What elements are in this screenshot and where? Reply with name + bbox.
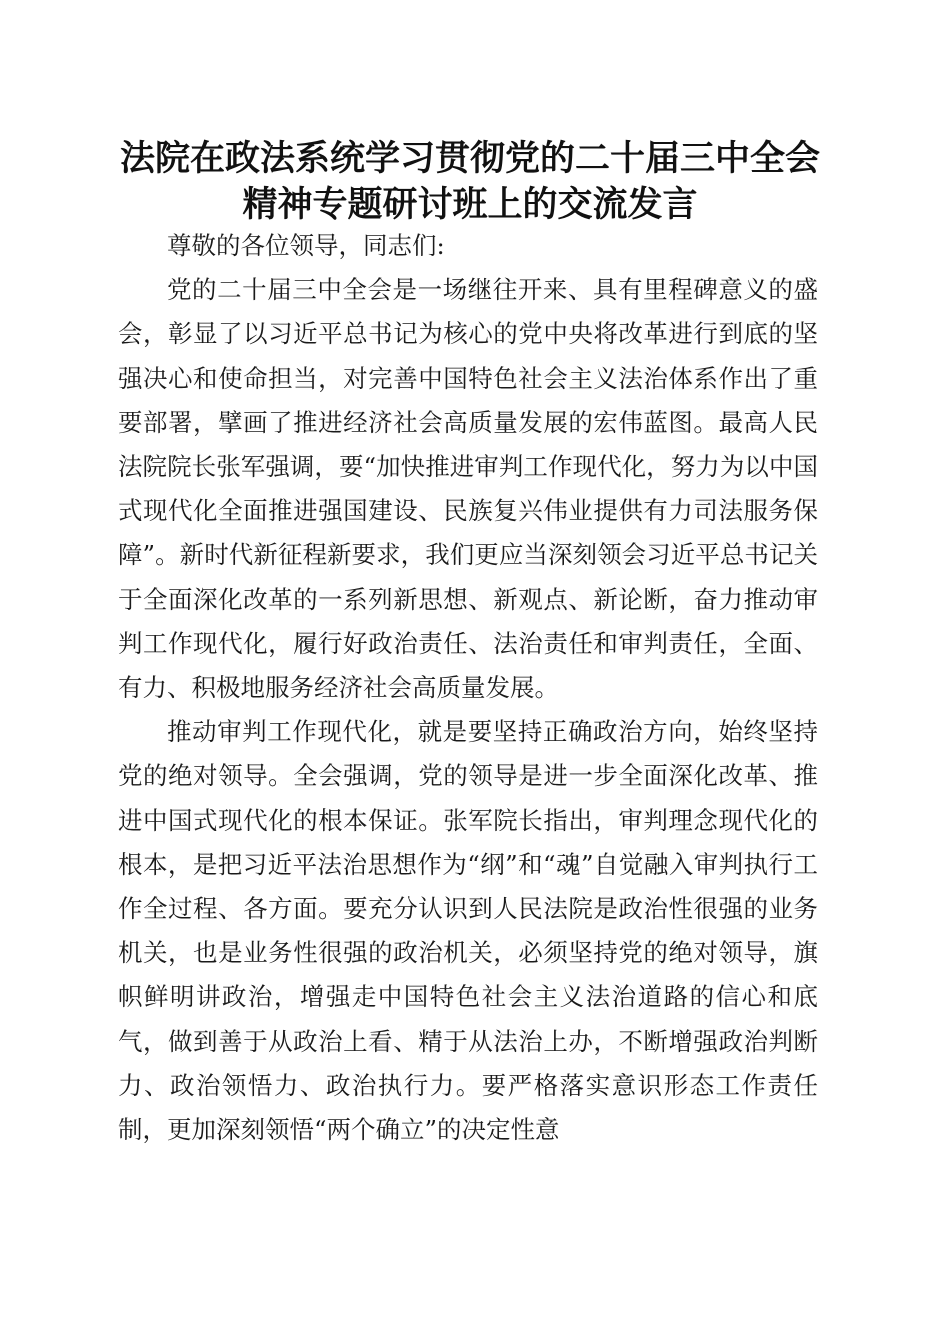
paragraph-1: 党的二十届三中全会是一场继往开来、具有里程碑意义的盛会，彰显了以习近平总书记为核心的党中央将改革进行到底的坚强决心和使命担当，对完善中国特色社会主义法治体系作出了重要部署，擘画了推进经济社会高质量发展的宏伟蓝图。最高人民法院院长张军强调，要“加快推进审判工作现代化，努力为以中国式现代化全面推进强国建设、民族复兴伟业提供有力司法服务保障”。新时代新征程新要求，我们更应当深刻领会习近平总书记关于全面深化改革的一系列新思想、新观点、新论断，奋力推动审判工作现代化，履行好政治责任、法治责任和审判责任，全面、有力、积极地服务经济社会高质量发展。 bbox=[118, 275, 818, 703]
paragraph-2: 推动审判工作现代化，就是要坚持正确政治方向，始终坚持党的绝对领导。全会强调，党的领导是进一步全面深化改革、推进中国式现代化的根本保证。张军院长指出，审判理念现代化的根本，是把习近平法治思想作为“纲”和“魂”自觉融入审判执行工作全过程、各方面。要充分认识到人民法院是政治性很强的业务机关，也是业务性很强的政治机关，必须坚持党的绝对领导，旗帜鲜明讲政治，增强走中国特色社会主义法治道路的信心和底气，做到善于从政治上看、精于从法治上办，不断增强政治判断力、政治领悟力、政治执行力。要严格落实意识形态工作责任制，更加深刻领悟“两个确立”的决定性意 bbox=[118, 717, 818, 1145]
document-body bbox=[118, 224, 818, 1152]
title-line-2: 精神专题研讨班上的交流发言 bbox=[242, 184, 698, 225]
salutation: 尊敬的各位领导，同志们: bbox=[167, 231, 445, 260]
document-title bbox=[100, 136, 840, 228]
title-line-1: 法院在政法系统学习贯彻党的二十届三中全会 bbox=[119, 138, 820, 179]
